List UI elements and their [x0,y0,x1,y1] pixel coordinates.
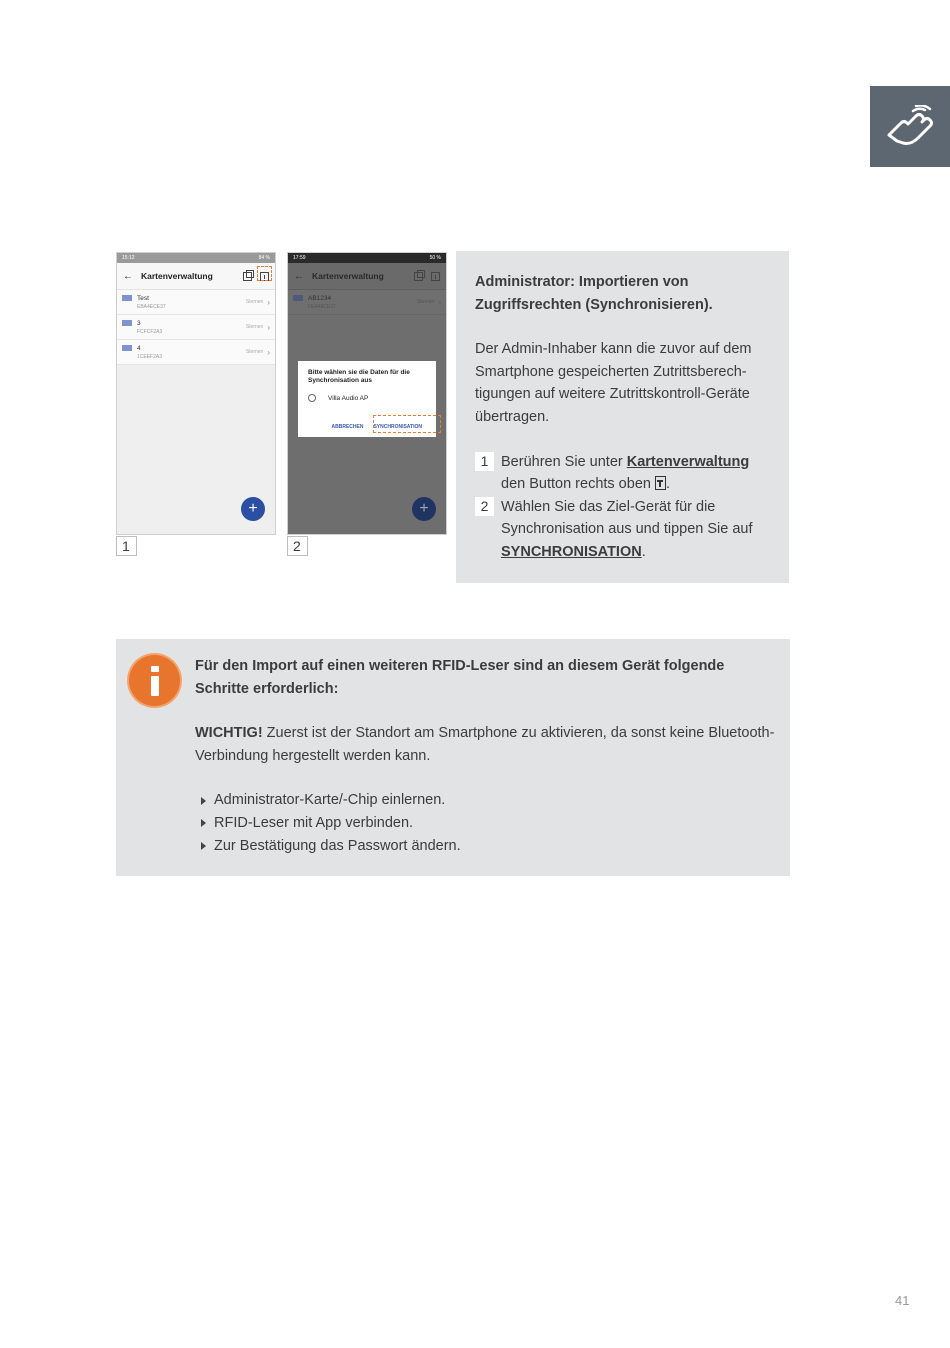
card-id: 1CEEF2A3 [137,353,163,360]
info-note: WICHTIG! Zuerst ist der Standort am Smartphone zu aktivieren, da sonst keine Bluetooth-Verbindung hergestellt werden kann. [195,725,775,764]
info-icon [129,655,180,706]
status-battery: 50 % [429,255,441,261]
instruction-panel [456,251,789,583]
card-name: 3 [137,319,141,327]
card-id: EBA4ECE37 [137,303,166,310]
info-heading: Für den Import auf einen weiteren RFID-Leser sind an diesem Gerät folgende Schritte erforderlich: [195,658,725,697]
step-list [475,451,771,564]
status-battery: 84 % [258,255,270,261]
add-card-button[interactable]: + [412,497,436,521]
card-list [117,290,275,365]
back-arrow-icon[interactable]: ← [294,270,304,282]
sync-button-highlight [373,415,441,433]
radio-button[interactable] [308,394,316,402]
status-time: 17:59 [293,255,306,261]
status-time: 15:12 [122,255,135,261]
add-card-button[interactable]: + [241,497,265,521]
app-title: Kartenverwaltung [141,271,213,281]
chevron-right-icon: › [267,347,270,357]
card-name: 4 [137,344,141,352]
app-bar [117,263,275,290]
card-meta: Sternen [245,299,264,305]
chapter-tab [870,86,950,167]
dialog-title: Bitte wählen sie die Daten für die Synchronisation aus [308,369,410,384]
step-number: 1 [475,452,494,471]
card-id: FE4A8CE37 [308,303,336,310]
step-keyword: SYNCHRONISATION [501,543,642,560]
triangle-bullet-icon [201,819,206,827]
step-number: 2 [475,497,494,516]
card-icon [122,345,132,351]
card-name: AB1234 [308,294,332,302]
panel-body: Der Admin-Inhaber kann die zuvor auf dem Smartphone gespeicherten Zutrittsberech-tigungen auf weitere Zutrittskontroll-Geräte übertragen. [475,341,752,425]
chevron-right-icon: › [267,297,270,307]
copy-icon[interactable] [414,272,423,281]
sync-dialog [298,361,436,437]
card-list-item[interactable] [288,290,446,315]
device-option-label: Villa Audio AP [328,394,369,402]
card-list-item[interactable] [117,340,275,365]
card-name: Test [137,294,149,302]
list-item: Administrator-Karte/-Chip einlernen. [195,789,775,812]
synchronisation-button[interactable]: SYNCHRONISATION [373,424,422,430]
sync-import-icon [655,476,666,490]
screenshot-card-management [116,252,276,535]
panel-heading: Administrator: Importieren von Zugriffsrechten (Synchronisieren). [475,274,713,313]
step-text: Wählen Sie das Ziel-Gerät für die Synchronisation aus und tippen Sie auf SYNCHRONISATION. [501,498,753,560]
step-text: Berühren Sie unter Kartenverwaltung den Button rechts oben . [501,453,750,493]
app-bar [288,263,446,290]
step-item [475,496,771,564]
cancel-button[interactable]: ABBRECHEN [331,424,364,430]
sync-import-icon[interactable] [431,272,440,281]
card-meta: Sternen [416,299,435,305]
screenshot-sync-dialog [287,252,447,535]
touch-hand-icon [883,105,937,149]
copy-icon[interactable] [243,272,252,281]
card-meta: Sternen [245,324,264,330]
card-id: FCFCF2A3 [137,328,163,335]
figure-number-1: 1 [116,536,137,556]
info-box [116,639,790,876]
card-list-item[interactable] [117,290,275,315]
step-keyword: Kartenverwaltung [626,453,750,470]
card-icon [293,295,303,301]
status-bar [288,253,446,263]
chevron-right-icon: › [438,297,441,307]
triangle-bullet-icon [201,842,206,850]
figure-number-2: 2 [287,536,308,556]
step-item [475,451,771,496]
back-arrow-icon[interactable]: ← [123,270,133,282]
sync-button-highlight [257,266,272,281]
card-list-item[interactable] [117,315,275,340]
list-item: RFID-Leser mit App verbinden. [195,812,775,835]
app-title: Kartenverwaltung [312,271,384,281]
status-bar [117,253,275,263]
chevron-right-icon: › [267,322,270,332]
card-meta: Sternen [245,349,264,355]
page-number: 41 [895,1293,910,1308]
triangle-bullet-icon [201,797,206,805]
bullet-list [195,789,775,857]
device-option[interactable] [308,394,426,402]
list-item: Zur Bestätigung das Passwort ändern. [195,835,775,858]
card-icon [122,320,132,326]
important-label: WICHTIG! [195,725,263,742]
card-icon [122,295,132,301]
